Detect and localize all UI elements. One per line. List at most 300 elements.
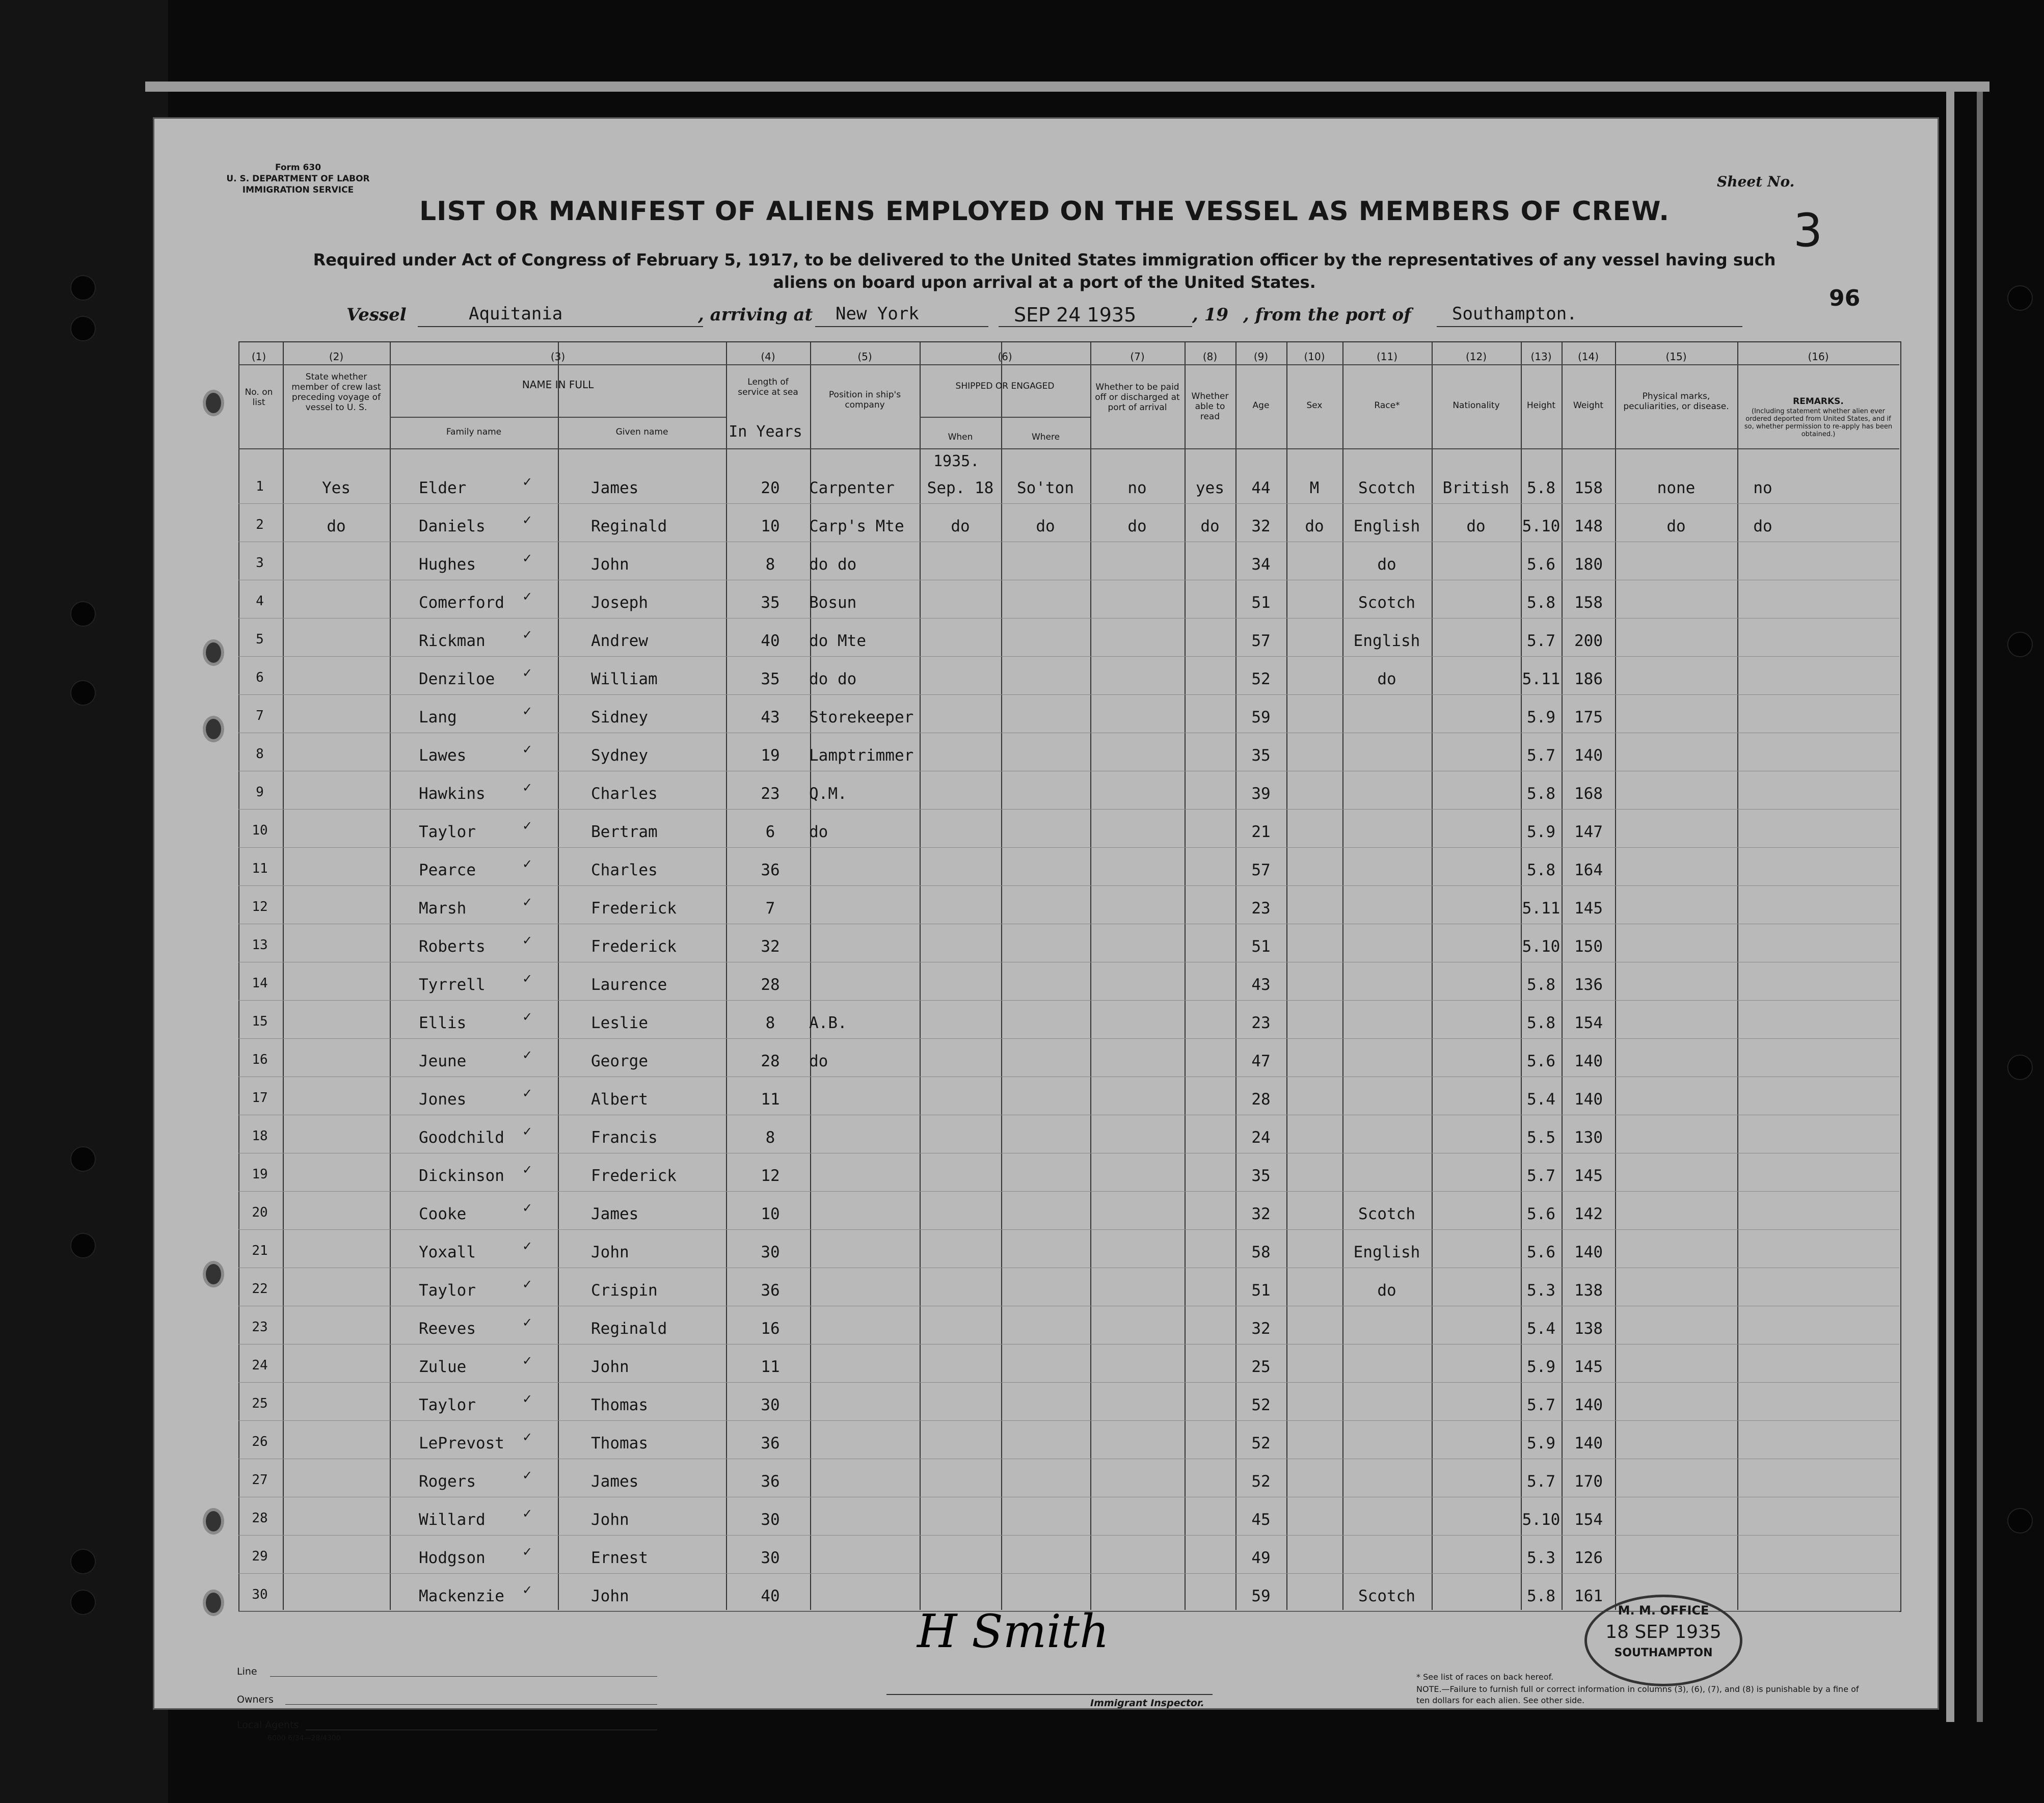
cell-weight: 158 bbox=[1574, 479, 1603, 497]
sheet-number-label: Sheet No. bbox=[1717, 173, 1795, 190]
cell-race: do bbox=[1377, 670, 1396, 688]
cell-height: 5.8 bbox=[1527, 479, 1555, 497]
cell-family: LePrevost bbox=[419, 1434, 504, 1452]
cell-height: 5.10 bbox=[1522, 1511, 1561, 1529]
cell-no: 16 bbox=[252, 1052, 268, 1067]
stamp-bottom: SOUTHAMPTON bbox=[1614, 1647, 1713, 1659]
cell-weight: 154 bbox=[1574, 1014, 1603, 1032]
header-when: When bbox=[948, 432, 973, 442]
cell-years: 28 bbox=[761, 1052, 780, 1070]
cell-family: Jeune bbox=[419, 1052, 467, 1070]
cell-weight: 142 bbox=[1574, 1205, 1603, 1223]
cell-height: 5.5 bbox=[1527, 1128, 1555, 1147]
cell-no: 20 bbox=[252, 1205, 268, 1220]
header-sex: Sex bbox=[1306, 400, 1323, 411]
cell-age: 25 bbox=[1251, 1358, 1271, 1376]
cell-position: do do bbox=[809, 670, 857, 688]
row-divider bbox=[238, 1038, 1899, 1039]
col-num: (12) bbox=[1465, 351, 1487, 363]
cell-no: 29 bbox=[252, 1549, 268, 1564]
cell-years: 8 bbox=[765, 1128, 775, 1147]
cell-given: Joseph bbox=[591, 594, 648, 612]
form-identifier: Form 630 U. S. DEPARTMENT OF LABOR IMMIGRATION SERVICE bbox=[226, 163, 370, 195]
cell-age: 59 bbox=[1251, 708, 1271, 726]
cell-height: 5.8 bbox=[1527, 594, 1555, 612]
check-mark-icon: ✓ bbox=[522, 1239, 533, 1253]
cell-family: Tyrrell bbox=[419, 976, 486, 994]
check-mark-icon: ✓ bbox=[522, 1430, 533, 1444]
cell-race: Scotch bbox=[1358, 1205, 1415, 1223]
cell-family: Zulue bbox=[419, 1358, 467, 1376]
cell-height: 5.7 bbox=[1527, 1472, 1555, 1491]
cell-remarks: do bbox=[1753, 517, 1772, 535]
cell-no: 10 bbox=[252, 823, 268, 838]
cell-remarks: no bbox=[1753, 479, 1772, 497]
cell-age: 23 bbox=[1251, 899, 1271, 918]
cell-family: Hawkins bbox=[419, 785, 486, 803]
cell-age: 32 bbox=[1251, 1205, 1271, 1223]
row-divider bbox=[238, 503, 1899, 504]
cell-years: 19 bbox=[761, 746, 780, 765]
cell-years: 11 bbox=[761, 1090, 780, 1109]
check-mark-icon: ✓ bbox=[522, 1086, 533, 1100]
cell-paid: no bbox=[1127, 479, 1147, 497]
col-num: (8) bbox=[1202, 351, 1218, 363]
check-mark-icon: ✓ bbox=[522, 1545, 533, 1559]
cell-given: James bbox=[591, 1205, 639, 1223]
row-divider bbox=[238, 847, 1899, 848]
cell-family: Pearce bbox=[419, 861, 476, 879]
cell-years: 40 bbox=[761, 632, 780, 650]
cell-weight: 140 bbox=[1574, 1243, 1603, 1261]
cell-age: 51 bbox=[1251, 594, 1271, 612]
check-mark-icon: ✓ bbox=[522, 1354, 533, 1368]
binder-hole bbox=[70, 1590, 96, 1615]
cell-marks: none bbox=[1657, 479, 1696, 497]
cell-weight: 186 bbox=[1574, 670, 1603, 688]
inspector-label: Immigrant Inspector. bbox=[1090, 1698, 1204, 1709]
cell-given: Thomas bbox=[591, 1396, 648, 1414]
sheet-number-value: 3 bbox=[1793, 204, 1823, 257]
binder-hole bbox=[70, 316, 96, 341]
cell-age: 59 bbox=[1251, 1587, 1271, 1605]
from-port: Southampton. bbox=[1452, 304, 1577, 324]
cell-age: 32 bbox=[1251, 1320, 1271, 1338]
col-num: (6) bbox=[998, 351, 1012, 363]
cell-height: 5.10 bbox=[1522, 937, 1561, 956]
check-mark-icon: ✓ bbox=[522, 895, 533, 909]
cell-weight: 147 bbox=[1574, 823, 1603, 841]
cell-given: Sydney bbox=[591, 746, 648, 765]
cell-race: Scotch bbox=[1358, 479, 1415, 497]
binder-hole bbox=[2007, 632, 2033, 657]
check-mark-icon: ✓ bbox=[522, 666, 533, 680]
cell-given: John bbox=[591, 1243, 629, 1261]
row-divider bbox=[238, 885, 1899, 886]
cell-given: Charles bbox=[591, 861, 658, 879]
stamp-date: 18 SEP 1935 bbox=[1605, 1622, 1722, 1643]
header-divider bbox=[390, 417, 726, 418]
races-note: * See list of races on back hereof. bbox=[1416, 1672, 1554, 1682]
cell-weight: 140 bbox=[1574, 1396, 1603, 1414]
cell-age: 49 bbox=[1251, 1549, 1271, 1567]
cell-state: Yes bbox=[322, 479, 351, 497]
cell-given: Leslie bbox=[591, 1014, 648, 1032]
from-line bbox=[1437, 326, 1742, 327]
cell-given: John bbox=[591, 1587, 629, 1605]
cell-no: 25 bbox=[252, 1396, 268, 1411]
cell-age: 57 bbox=[1251, 861, 1271, 879]
cell-no: 24 bbox=[252, 1358, 268, 1373]
cell-family: Rogers bbox=[419, 1472, 476, 1491]
binder-hole bbox=[70, 601, 96, 627]
cell-age: 45 bbox=[1251, 1511, 1271, 1529]
header-in-years: In Years bbox=[729, 423, 802, 441]
check-mark-icon: ✓ bbox=[522, 1010, 533, 1024]
check-mark-icon: ✓ bbox=[522, 742, 533, 757]
header-no: No. on list bbox=[245, 387, 273, 408]
cell-nat: do bbox=[1466, 517, 1486, 535]
line-field bbox=[270, 1676, 657, 1677]
agents-label: Local Agents bbox=[237, 1719, 299, 1731]
check-mark-icon: ✓ bbox=[522, 551, 533, 566]
cell-weight: 126 bbox=[1574, 1549, 1603, 1567]
cell-position: Bosun bbox=[809, 594, 857, 612]
cell-family: Comerford bbox=[419, 594, 504, 612]
cell-weight: 130 bbox=[1574, 1128, 1603, 1147]
cell-weight: 140 bbox=[1574, 746, 1603, 765]
binder-ring bbox=[203, 390, 224, 416]
fine-note: NOTE.—Failure to furnish full or correct information in columns (3), (6), (7), and (8) is punishable by a fine of ten dollars for each alien. See other side. bbox=[1416, 1684, 1859, 1705]
cell-no: 21 bbox=[252, 1243, 268, 1258]
check-mark-icon: ✓ bbox=[522, 819, 533, 833]
cell-height: 5.8 bbox=[1527, 976, 1555, 994]
header-divider bbox=[920, 417, 1090, 418]
cell-given: Crispin bbox=[591, 1281, 658, 1300]
cell-given: William bbox=[591, 670, 658, 688]
page-subtitle: Required under Act of Congress of February 5, 1917, to be delivered to the United States immigration officer by the representatives of any vessel having such aliens on board upon arrival at a port of the United States. bbox=[313, 250, 1776, 292]
cell-weight: 136 bbox=[1574, 976, 1603, 994]
cell-given: James bbox=[591, 1472, 639, 1491]
cell-state: do bbox=[327, 517, 346, 535]
cell-years: 23 bbox=[761, 785, 780, 803]
cell-given: John bbox=[591, 1511, 629, 1529]
cell-age: 35 bbox=[1251, 746, 1271, 765]
header-nationality: Nationality bbox=[1453, 400, 1500, 411]
cell-weight: 170 bbox=[1574, 1472, 1603, 1491]
cell-family: Taylor bbox=[419, 1281, 476, 1300]
cell-weight: 140 bbox=[1574, 1052, 1603, 1070]
cell-age: 52 bbox=[1251, 1434, 1271, 1452]
cell-age: 34 bbox=[1251, 555, 1271, 574]
print-code: 6000 6/34—28/4300 bbox=[267, 1734, 341, 1742]
cell-no: 11 bbox=[252, 861, 268, 876]
cell-weight: 175 bbox=[1574, 708, 1603, 726]
cell-height: 5.7 bbox=[1527, 1167, 1555, 1185]
cell-no: 5 bbox=[256, 632, 264, 647]
cell-family: Reeves bbox=[419, 1320, 476, 1338]
cell-height: 5.6 bbox=[1527, 1243, 1555, 1261]
col-num: (4) bbox=[761, 351, 775, 363]
cell-age: 51 bbox=[1251, 1281, 1271, 1300]
check-mark-icon: ✓ bbox=[522, 1048, 533, 1062]
cell-height: 5.6 bbox=[1527, 555, 1555, 574]
cell-age: 52 bbox=[1251, 1472, 1271, 1491]
page-edge bbox=[1946, 92, 1954, 1722]
cell-height: 5.3 bbox=[1527, 1281, 1555, 1300]
cell-height: 5.4 bbox=[1527, 1090, 1555, 1109]
cell-height: 5.11 bbox=[1522, 899, 1561, 918]
cell-position: A.B. bbox=[809, 1014, 847, 1032]
cell-weight: 180 bbox=[1574, 555, 1603, 574]
cell-weight: 200 bbox=[1574, 632, 1603, 650]
cell-years: 8 bbox=[765, 1014, 775, 1032]
row-divider bbox=[238, 656, 1899, 657]
cell-given: Bertram bbox=[591, 823, 658, 841]
cell-years: 36 bbox=[761, 1434, 780, 1452]
cell-given: George bbox=[591, 1052, 648, 1070]
page-number: 96 bbox=[1829, 285, 1861, 311]
header-length: Length of service at sea bbox=[738, 377, 798, 397]
cell-given: Andrew bbox=[591, 632, 648, 650]
arriving-place: New York bbox=[836, 304, 919, 324]
col-num: (1) bbox=[251, 351, 266, 363]
header-read: Whether able to read bbox=[1191, 391, 1229, 422]
binder-hole bbox=[70, 275, 96, 301]
cell-weight: 140 bbox=[1574, 1090, 1603, 1109]
header-family: Family name bbox=[446, 427, 502, 437]
cell-age: 35 bbox=[1251, 1167, 1271, 1185]
cell-race: do bbox=[1377, 555, 1396, 574]
header-remarks-note: (Including statement whether alien ever ordered deported from United States, and if so, whether permission to re-apply has been obtained.) bbox=[1744, 408, 1893, 438]
row-divider bbox=[238, 1229, 1899, 1230]
binder-hole bbox=[70, 1549, 96, 1574]
cell-no: 23 bbox=[252, 1320, 268, 1335]
binder-hole bbox=[70, 1146, 96, 1172]
cell-given: Frederick bbox=[591, 937, 677, 956]
cell-no: 27 bbox=[252, 1472, 268, 1488]
stamp-top: M. M. OFFICE bbox=[1618, 1603, 1709, 1618]
cell-given: John bbox=[591, 555, 629, 574]
check-mark-icon: ✓ bbox=[522, 1124, 533, 1139]
cell-when: do bbox=[951, 517, 970, 535]
cell-age: 28 bbox=[1251, 1090, 1271, 1109]
cell-read: yes bbox=[1196, 479, 1224, 497]
col-num: (2) bbox=[329, 351, 344, 363]
cell-years: 30 bbox=[761, 1511, 780, 1529]
page-edge bbox=[145, 82, 1989, 92]
cell-weight: 145 bbox=[1574, 899, 1603, 918]
cell-family: Lang bbox=[419, 708, 457, 726]
cell-where: do bbox=[1036, 517, 1055, 535]
cell-no: 22 bbox=[252, 1281, 268, 1297]
cell-years: 43 bbox=[761, 708, 780, 726]
check-mark-icon: ✓ bbox=[522, 475, 533, 489]
cell-race: English bbox=[1353, 1243, 1420, 1261]
cell-age: 58 bbox=[1251, 1243, 1271, 1261]
cell-no: 7 bbox=[256, 708, 264, 723]
header-shipped: SHIPPED OR ENGAGED bbox=[955, 381, 1055, 391]
header-remarks: REMARKS. bbox=[1793, 396, 1844, 407]
cell-years: 36 bbox=[761, 1281, 780, 1300]
cell-no: 30 bbox=[252, 1587, 268, 1602]
cell-weight: 158 bbox=[1574, 594, 1603, 612]
cell-family: Taylor bbox=[419, 823, 476, 841]
arriving-line bbox=[815, 326, 988, 327]
cell-age: 52 bbox=[1251, 670, 1271, 688]
cell-no: 26 bbox=[252, 1434, 268, 1449]
cell-family: Denziloe bbox=[419, 670, 495, 688]
cell-no: 3 bbox=[256, 555, 264, 571]
cell-height: 5.8 bbox=[1527, 1014, 1555, 1032]
page-edge bbox=[1977, 92, 1983, 1722]
cell-height: 5.4 bbox=[1527, 1320, 1555, 1338]
cell-years: 28 bbox=[761, 976, 780, 994]
cell-no: 8 bbox=[256, 746, 264, 762]
check-mark-icon: ✓ bbox=[522, 857, 533, 871]
cell-sex: do bbox=[1305, 517, 1324, 535]
check-mark-icon: ✓ bbox=[522, 1163, 533, 1177]
cell-given: John bbox=[591, 1358, 629, 1376]
cell-height: 5.9 bbox=[1527, 1434, 1555, 1452]
check-mark-icon: ✓ bbox=[522, 704, 533, 718]
col-num: (16) bbox=[1808, 351, 1829, 363]
header-paid: Whether to be paid off or discharged at port of arrival bbox=[1095, 382, 1180, 413]
cell-height: 5.7 bbox=[1527, 1396, 1555, 1414]
cell-given: Laurence bbox=[591, 976, 667, 994]
cell-height: 5.9 bbox=[1527, 1358, 1555, 1376]
header-divider bbox=[238, 364, 1899, 365]
cell-position: do do bbox=[809, 555, 857, 574]
cell-given: Thomas bbox=[591, 1434, 648, 1452]
cell-given: Reginald bbox=[591, 517, 667, 535]
col-num: (14) bbox=[1577, 351, 1599, 363]
cell-years: 35 bbox=[761, 670, 780, 688]
cell-age: 43 bbox=[1251, 976, 1271, 994]
header-position: Position in ship's company bbox=[828, 390, 901, 410]
binder-hole bbox=[70, 1233, 96, 1258]
cell-weight: 164 bbox=[1574, 861, 1603, 879]
cell-race: English bbox=[1353, 517, 1420, 535]
header-race: Race* bbox=[1374, 400, 1400, 411]
date-line bbox=[999, 326, 1192, 327]
cell-years: 7 bbox=[765, 899, 775, 918]
cell-years: 16 bbox=[761, 1320, 780, 1338]
column-divider bbox=[390, 341, 391, 1610]
cell-family: Cooke bbox=[419, 1205, 467, 1223]
header-height: Height bbox=[1526, 400, 1556, 411]
vessel-line bbox=[418, 326, 703, 327]
vessel-name: Aquitania bbox=[469, 304, 563, 324]
cell-given: Charles bbox=[591, 785, 658, 803]
cell-no: 14 bbox=[252, 976, 268, 991]
cell-years: 36 bbox=[761, 861, 780, 879]
col-num: (5) bbox=[857, 351, 872, 363]
check-mark-icon: ✓ bbox=[522, 1392, 533, 1406]
row-divider bbox=[238, 1535, 1899, 1536]
cell-position: do Mte bbox=[809, 632, 866, 650]
cell-family: Goodchild bbox=[419, 1128, 504, 1147]
cell-years: 11 bbox=[761, 1358, 780, 1376]
check-mark-icon: ✓ bbox=[522, 1201, 533, 1215]
cell-height: 5.9 bbox=[1527, 823, 1555, 841]
cell-weight: 148 bbox=[1574, 517, 1603, 535]
cell-family: Roberts bbox=[419, 937, 486, 956]
cell-position: Q.M. bbox=[809, 785, 847, 803]
binder-edge bbox=[0, 0, 168, 1803]
cell-weight: 140 bbox=[1574, 1434, 1603, 1452]
check-mark-icon: ✓ bbox=[522, 1583, 533, 1597]
cell-given: Reginald bbox=[591, 1320, 667, 1338]
cell-weight: 154 bbox=[1574, 1511, 1603, 1529]
row-divider bbox=[238, 1000, 1899, 1001]
cell-height: 5.6 bbox=[1527, 1052, 1555, 1070]
cell-weight: 138 bbox=[1574, 1281, 1603, 1300]
col-num: (7) bbox=[1130, 351, 1145, 363]
cell-sex: M bbox=[1309, 479, 1320, 497]
header-marks: Physical marks, peculiarities, or disease. bbox=[1623, 391, 1729, 412]
cell-age: 23 bbox=[1251, 1014, 1271, 1032]
cell-years: 30 bbox=[761, 1549, 780, 1567]
col-num: (10) bbox=[1304, 351, 1325, 363]
cell-height: 5.9 bbox=[1527, 708, 1555, 726]
check-mark-icon: ✓ bbox=[522, 628, 533, 642]
cell-position: Lamptrimmer bbox=[809, 746, 914, 765]
header-weight: Weight bbox=[1573, 400, 1604, 411]
col-num: (15) bbox=[1665, 351, 1687, 363]
arriving-label: , arriving at bbox=[698, 305, 813, 325]
header-given: Given name bbox=[615, 427, 668, 437]
cell-position: Storekeeper bbox=[809, 708, 914, 726]
cell-age: 32 bbox=[1251, 517, 1271, 535]
cell-family: Dickinson bbox=[419, 1167, 504, 1185]
cell-age: 51 bbox=[1251, 937, 1271, 956]
cell-marks: do bbox=[1666, 517, 1686, 535]
header-where: Where bbox=[1031, 432, 1060, 442]
cell-no: 12 bbox=[252, 899, 268, 914]
col-num: (13) bbox=[1530, 351, 1552, 363]
cell-height: 5.7 bbox=[1527, 632, 1555, 650]
inspector-line bbox=[886, 1694, 1213, 1695]
office-stamp bbox=[1584, 1595, 1742, 1686]
check-mark-icon: ✓ bbox=[522, 513, 533, 527]
from-label: , from the port of bbox=[1243, 305, 1411, 325]
cell-years: 20 bbox=[761, 479, 780, 497]
cell-race: English bbox=[1353, 632, 1420, 650]
cell-race: Scotch bbox=[1358, 1587, 1415, 1605]
owners-label: Owners bbox=[237, 1694, 274, 1705]
cell-no: 13 bbox=[252, 937, 268, 953]
cell-no: 17 bbox=[252, 1090, 268, 1106]
column-divider bbox=[558, 341, 559, 1610]
cell-height: 5.10 bbox=[1522, 517, 1561, 535]
header-state: State whether member of crew last preceding voyage of vessel to U. S. bbox=[291, 372, 381, 413]
cell-family: Hodgson bbox=[419, 1549, 486, 1567]
cell-years: 30 bbox=[761, 1243, 780, 1261]
arrival-date: SEP 24 1935 bbox=[1014, 304, 1137, 326]
cell-nat: British bbox=[1442, 479, 1510, 497]
cell-position: Carpenter bbox=[809, 479, 895, 497]
year-header: 1935. bbox=[933, 452, 980, 470]
binder-hole bbox=[2007, 285, 2033, 311]
row-divider bbox=[238, 694, 1899, 695]
col-num: (9) bbox=[1253, 351, 1269, 363]
cell-no: 19 bbox=[252, 1167, 268, 1182]
row-divider bbox=[238, 1420, 1899, 1421]
cell-position: do bbox=[809, 823, 828, 841]
cell-age: 21 bbox=[1251, 823, 1271, 841]
cell-given: Frederick bbox=[591, 899, 677, 918]
